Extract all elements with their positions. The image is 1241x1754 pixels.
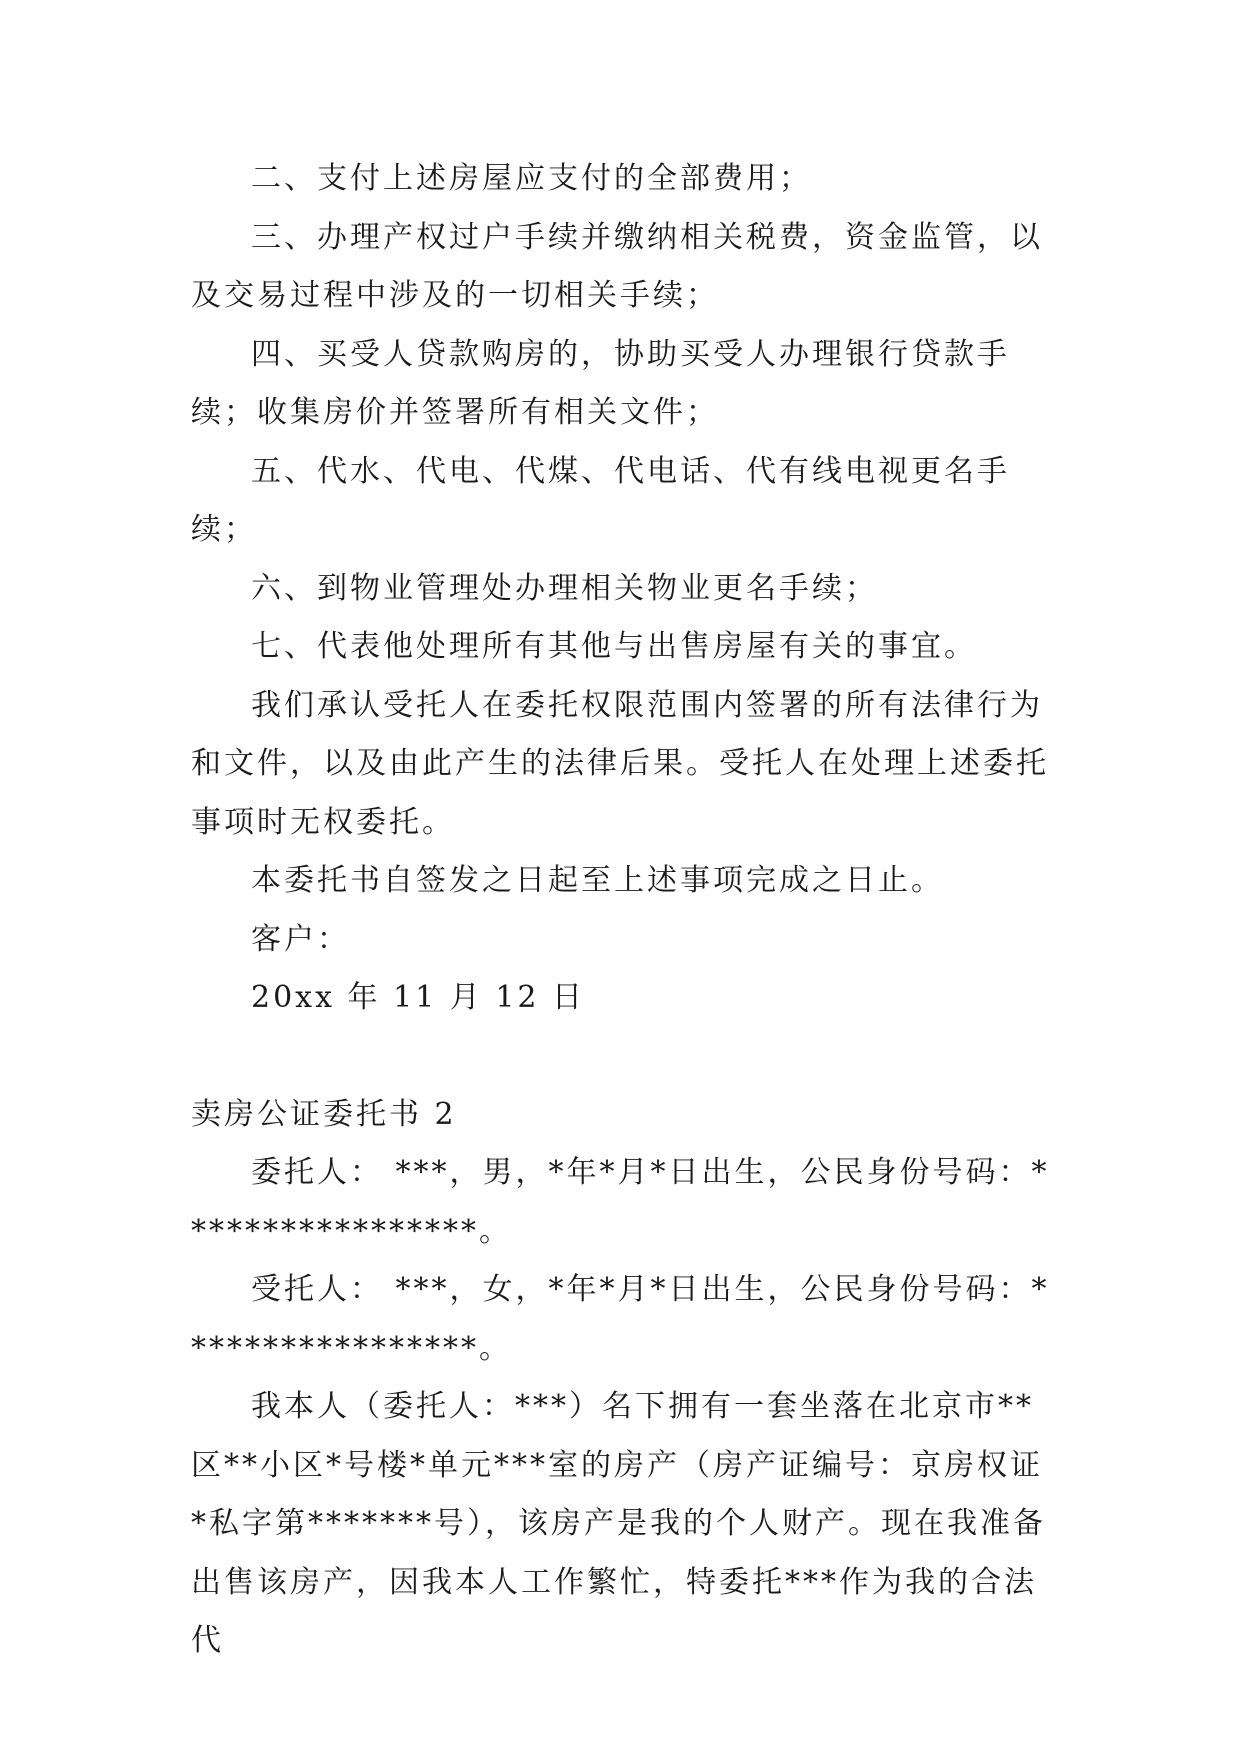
agent-paragraph: 受托人： ***，女，*年*月*日出生，公民身份号码：*****************。 [191,1272,1050,1366]
section-title: 卖房公证委托书 2 [191,1096,457,1132]
list-item-4: 四、买受人贷款购房的，协助买受人办理银行贷款手续；收集房价并签署所有相关文件； [191,336,1010,430]
list-item-2: 二、支付上述房屋应支付的全部费用； [251,161,812,196]
document-body [191,150,1051,1671]
statement-paragraph: 我本人（委托人：***）名下拥有一套坐落在北京市**区**小区*号楼*单元***室的房产（房产证编号：京房权证*私字第*******号），该房产是我的个人财产。现在我准备出售该房产，因我本人工作繁忙，特委托***作为我的合法代 [191,1389,1046,1658]
list-item-3: 三、办理产权过户手续并缴纳相关税费，资金监管，以及交易过程中涉及的一切相关手续； [191,219,1043,313]
list-item-5: 五、代水、代电、代煤、代电话、代有线电视更名手续； [191,453,1010,547]
acknowledgement-paragraph: 我们承认受托人在委托权限范围内签署的所有法律行为和文件，以及由此产生的法律后果。受托人在处理上述委托事项时无权委托。 [191,687,1049,840]
principal-paragraph: 委托人： ***，男，*年*月*日出生，公民身份号码：*****************。 [191,1155,1050,1249]
list-item-7: 七、代表他处理所有其他与出售房屋有关的事宜。 [251,629,977,664]
list-item-6: 六、到物业管理处办理相关物业更名手续； [251,570,878,606]
client-label: 客户： [251,921,350,957]
validity-paragraph: 本委托书自签发之日起至上述事项完成之日止。 [251,863,944,898]
signing-date: 20xx 年 11 月 12 日 [251,980,586,1015]
